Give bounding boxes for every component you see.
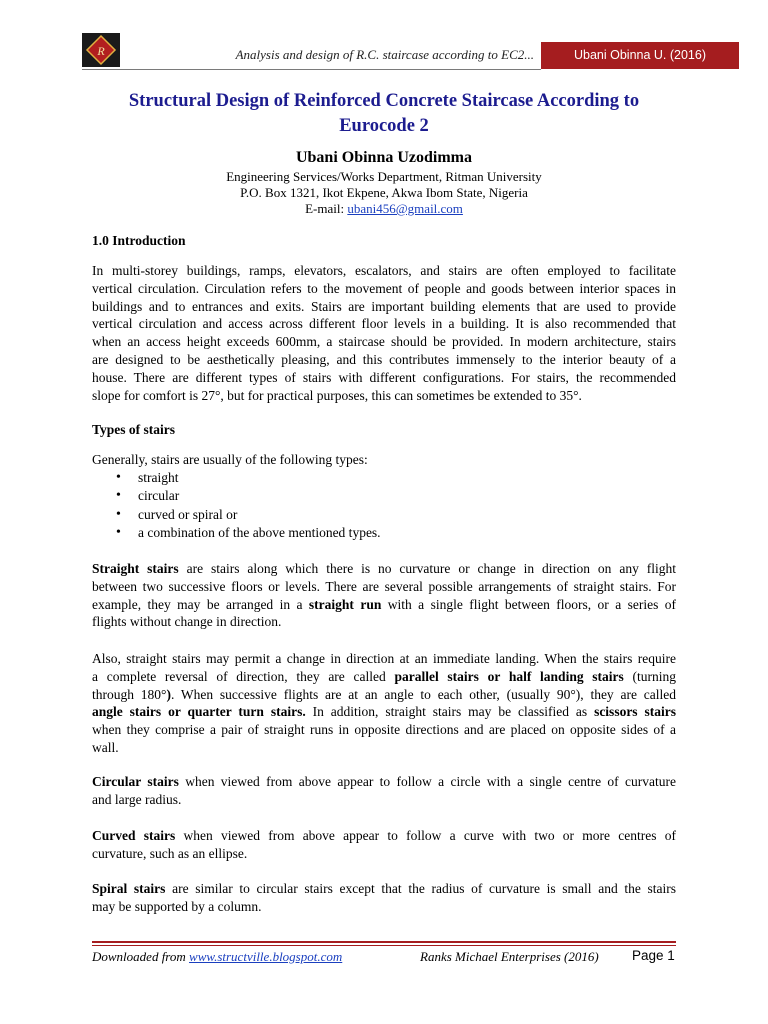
circular-stairs-paragraph: [92, 773, 676, 809]
term-bold: Circular stairs: [92, 774, 179, 789]
spiral-stairs-paragraph: [92, 880, 676, 916]
curved-stairs-paragraph: [92, 827, 676, 863]
straight-stairs-paragraph: [92, 560, 676, 631]
page-number: Page 1: [632, 948, 675, 963]
term-bold: Curved stairs: [92, 828, 176, 843]
paragraph-line: [92, 827, 676, 845]
affiliation-email: [80, 201, 688, 217]
text-run: In addition, straight stairs may be classified as: [305, 704, 595, 720]
paragraph-line: Also, straight stairs may permit a change in direction at an immediate landing. When the stairs require: [92, 651, 676, 666]
paragraph-line: may be supported by a column.: [92, 898, 262, 914]
paragraph-line: [92, 560, 676, 578]
term-bold: ): [166, 686, 171, 702]
stair-types-list: [116, 469, 381, 542]
author-name: Ubani Obinna Uzodimma: [295, 149, 473, 166]
email-label: E-mail:: [305, 201, 348, 216]
paragraph-line: vertical circulation. Circulation refers to the movement of people and goods between interior spaces in: [92, 280, 676, 296]
paragraph-line: [92, 773, 676, 791]
list-item: • a combination of the above mentioned types.: [116, 524, 381, 542]
types-intro: [92, 451, 676, 469]
affiliation-department: Engineering Services/Works Department, Ritman University: [226, 169, 542, 184]
intro-paragraph: [92, 262, 676, 404]
paragraph-line: between two successive floors or levels. There are several possible arrangements of straight stairs. For: [92, 578, 676, 594]
text-run: when viewed from above appear to follow a circle with a single centre of curvature: [178, 774, 676, 789]
paragraph-line: vertical circulation and access across different floor levels in a building. It is also recommended that: [92, 316, 676, 332]
email-link[interactable]: ubani456@gmail.com: [347, 201, 463, 216]
logo-image: [82, 33, 120, 67]
title-line-2: Eurocode 2: [339, 116, 429, 136]
term-bold: angle stairs or quarter turn stairs.: [92, 704, 306, 720]
affiliation-address: P.O. Box 1321, Ikot Ekpene, Akwa Ibom State, Nigeria: [240, 185, 528, 200]
paragraph-line: buildings and to entrances and exits. Stairs are important building elements that are used to provide: [92, 298, 676, 314]
text-run: with a single flight between floors, or a series of: [381, 596, 676, 612]
paragraph-line: Generally, stairs are usually of the following types:: [92, 452, 368, 467]
paragraph-line: when an access height exceeds 600mm, a staircase should be provided. In modern architecture, stairs: [92, 334, 676, 350]
section-heading-types: Types of stairs: [92, 422, 175, 437]
paragraph-line: [92, 596, 676, 614]
paragraph-line: [92, 703, 676, 721]
term-bold: straight run: [308, 596, 382, 612]
text-run: are similar to circular stairs except that the radius of curvature is small and the stairs: [165, 881, 676, 896]
direction-change-paragraph: [92, 650, 676, 757]
text-run: when viewed from above appear to follow a curve with two or more centres of: [175, 828, 676, 843]
paragraph-line: and large radius.: [92, 791, 182, 807]
paragraph-line: [92, 686, 676, 704]
footer-source: [92, 949, 342, 965]
text-run: example, they may be arranged in a: [92, 596, 309, 612]
footer-divider-thin: [92, 945, 676, 946]
text-run: (turning: [623, 668, 676, 684]
paragraph-line: slope for comfort is 27°, but for practical purposes, this can sometimes be extended to 35°.: [92, 387, 582, 403]
footer-downloaded-label: Downloaded from: [92, 949, 190, 964]
paragraph-line: [92, 880, 676, 898]
paragraph-line: flights without change in direction.: [92, 614, 282, 630]
text-run: through 180°: [92, 686, 167, 702]
term-bold: Straight stairs: [92, 561, 179, 576]
list-item: • circular: [116, 487, 381, 505]
paragraph-line: are designed to be aesthetically pleasing, and this contributes immensely to the interior beauty of a: [92, 351, 676, 367]
header-divider: [82, 69, 541, 70]
term-bold: Spiral stairs: [92, 881, 166, 896]
text-run: are stairs along which there is no curvature or change in direction on any flight: [178, 561, 676, 576]
term-bold: parallel stairs or half landing stairs: [394, 668, 624, 684]
term-bold: scissors stairs: [594, 704, 676, 720]
paragraph-line: [92, 668, 676, 686]
footer-link[interactable]: www.structville.blogspot.com: [189, 949, 343, 964]
paragraph-line: house. There are different types of stairs with different configurations. For stairs, the recommended: [92, 369, 676, 385]
footer-publisher: Ranks Michael Enterprises (2016): [420, 949, 599, 964]
list-item: • curved or spiral or: [116, 506, 381, 524]
header-title: Analysis and design of R.C. staircase according to EC2...: [235, 47, 534, 62]
footer-divider: [92, 941, 676, 943]
document-title: [80, 89, 688, 139]
paragraph-line: wall.: [92, 739, 119, 755]
section-heading-introduction: 1.0 Introduction: [92, 233, 186, 248]
title-line-1: Structural Design of Reinforced Concrete Staircase According to: [128, 91, 640, 111]
list-item: • straight: [116, 469, 381, 487]
paragraph-line: In multi-storey buildings, ramps, elevators, escalators, and stairs are often employed to facilitate: [92, 263, 676, 278]
text-run: a complete reversal of direction, they are called: [92, 668, 395, 684]
header-author-badge: Ubani Obinna U. (2016): [541, 42, 739, 69]
logo-text: R: [97, 44, 105, 58]
text-run: . When successive flights are at an angle to each other, (usually 90°), they are called: [170, 686, 676, 702]
paragraph-line: when they comprise a pair of straight runs in opposite directions and are placed on opposite sides of a: [92, 722, 676, 738]
paragraph-line: curvature, such as an ellipse.: [92, 845, 248, 861]
